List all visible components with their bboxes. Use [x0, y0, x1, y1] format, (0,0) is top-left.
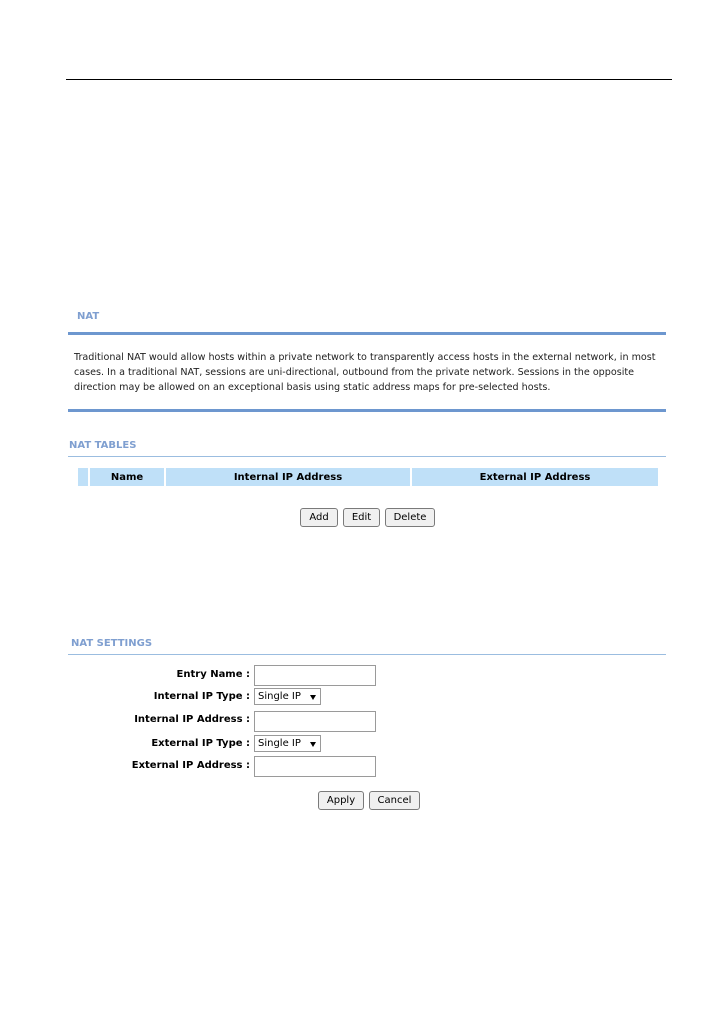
entry-name-input[interactable] — [254, 665, 376, 686]
nat-table — [78, 468, 658, 486]
column-internal-ip: Internal IP Address — [165, 468, 411, 486]
edit-button[interactable]: Edit — [343, 508, 380, 527]
add-button[interactable]: Add — [300, 508, 338, 527]
external-ip-type-label: External IP Type : — [151, 738, 250, 749]
nat-description: Traditional NAT would allow hosts within a private network to transparently access hosts in the external network, in most cases. In a traditional NAT, sessions are uni-directional, outbound from the private network. Sessions in the opposite direction may be allowed on an exceptional basis using static address maps for pre-selected hosts. — [74, 352, 656, 393]
nat-settings-divider — [68, 654, 666, 655]
delete-button[interactable]: Delete — [385, 508, 435, 527]
internal-ip-address-label: Internal IP Address : — [134, 714, 250, 725]
external-ip-address-input[interactable] — [254, 756, 376, 777]
nat-tables-title: NAT TABLES — [69, 440, 137, 451]
nat-top-divider — [68, 332, 666, 335]
nat-table-select-column — [78, 468, 89, 486]
column-name: Name — [89, 468, 165, 486]
nat-settings-title: NAT SETTINGS — [71, 638, 153, 649]
nat-bottom-divider — [68, 409, 666, 412]
nat-table-header-row — [78, 468, 658, 486]
internal-ip-type-select[interactable] — [254, 688, 321, 705]
chevron-down-icon — [310, 742, 316, 747]
external-ip-type-select[interactable] — [254, 735, 321, 752]
internal-ip-address-input[interactable] — [254, 711, 376, 732]
external-ip-address-label: External IP Address : — [131, 760, 250, 771]
nat-tables-divider — [68, 456, 666, 457]
nat-section-title: NAT — [77, 311, 100, 322]
internal-ip-type-label: Internal IP Type : — [153, 691, 250, 702]
chevron-down-icon — [310, 695, 316, 700]
external-ip-type-value: Single IP — [258, 738, 301, 749]
page-top-rule — [66, 79, 672, 80]
cancel-button[interactable]: Cancel — [369, 791, 420, 810]
column-external-ip: External IP Address — [411, 468, 658, 486]
internal-ip-type-value: Single IP — [258, 691, 301, 702]
apply-button[interactable]: Apply — [318, 791, 364, 810]
entry-name-label: Entry Name : — [176, 669, 250, 680]
